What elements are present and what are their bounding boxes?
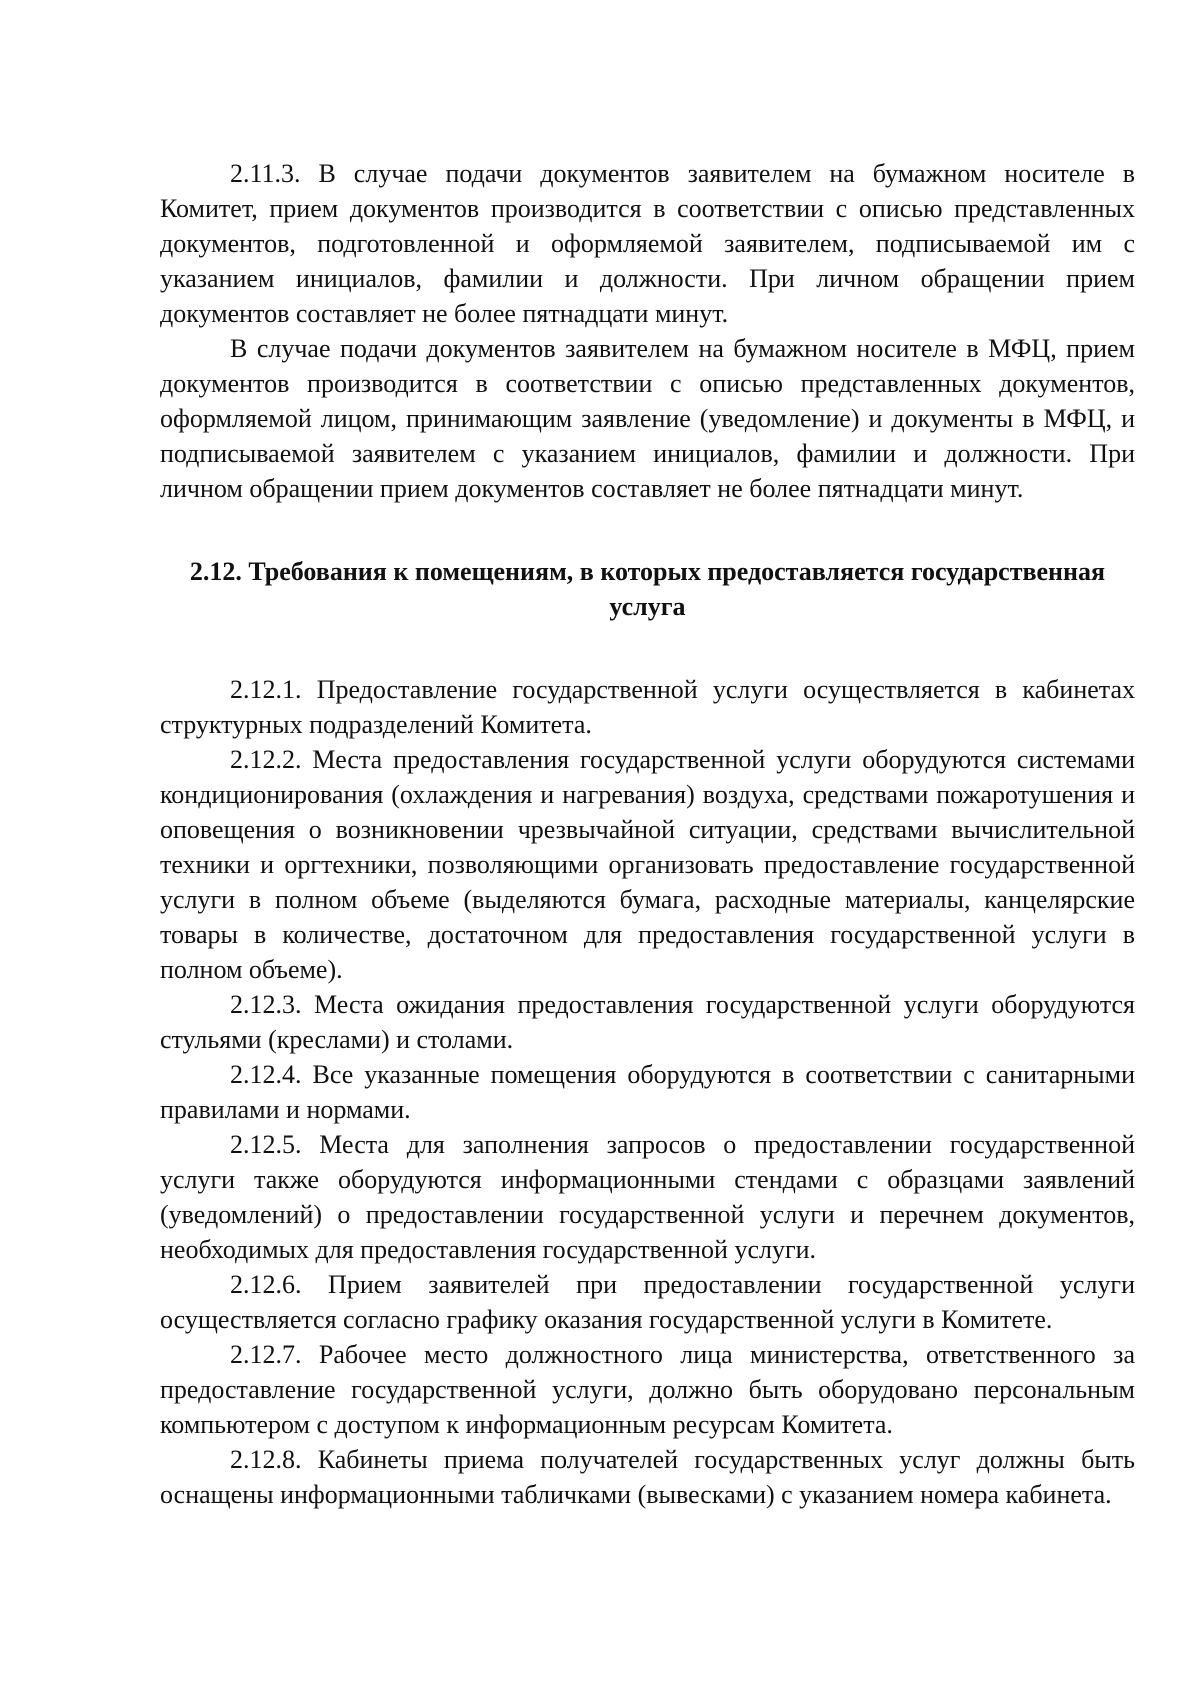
paragraph-2-12-3: 2.12.3. Места ожидания предоставления государственной услуги оборудуются стульями (креслами) и столами. xyxy=(160,990,1135,1054)
document-body xyxy=(160,156,1135,1512)
paragraph-2-12-6: 2.12.6. Прием заявителей при предоставлении государственной услуги осуществляется согласно графику оказания государственной услуги в Комитете. xyxy=(160,1270,1135,1334)
paragraph-2-12-7: 2.12.7. Рабочее место должностного лица министерства, ответственного за предоставление государственной услуги, должно быть оборудовано персональным компьютером с доступом к информационным ресурсам Комитета. xyxy=(160,1340,1135,1439)
paragraph-2-12-5: 2.12.5. Места для заполнения запросов о предоставлении государственной услуги также оборудуются информационными стендами с образцами заявлений (уведомлений) о предоставлении государственной услуги и перечнем документов, необходимых для предоставления государственной услуги. xyxy=(160,1130,1135,1264)
paragraph-2-12-4: 2.12.4. Все указанные помещения оборудуются в соответствии с санитарными правилами и нормами. xyxy=(160,1060,1135,1124)
paragraph-mfc-submission: В случае подачи документов заявителем на бумажном носителе в МФЦ, прием документов производится в соответствии с описью представленных документов, оформляемой лицом, принимающим заявление (уведомление) и документы в МФЦ, и подписываемой заявителем с указанием инициалов, фамилии и должности. При личном обращении прием документов составляет не более пятнадцати минут. xyxy=(160,334,1135,503)
paragraph-2-12-8: 2.12.8. Кабинеты приема получателей государственных услуг должны быть оснащены информационными табличками (вывесками) с указанием номера кабинета. xyxy=(160,1445,1135,1509)
paragraph-2-11-3: 2.11.3. В случае подачи документов заявителем на бумажном носителе в Комитет, прием документов производится в соответствии с описью представленных документов, подготовленной и оформляемой заявителем, подписываемой им с указанием инициалов, фамилии и должности. При личном обращении прием документов составляет не более пятнадцати минут. xyxy=(160,159,1135,328)
section-heading-2-12: 2.12. Требования к помещениям, в которых предоставляется государственная услуга xyxy=(189,557,1106,621)
paragraph-2-12-1: 2.12.1. Предоставление государственной услуги осуществляется в кабинетах структурных подразделений Комитета. xyxy=(160,675,1135,739)
paragraph-2-12-2: 2.12.2. Места предоставления государственной услуги оборудуются системами кондиционирования (охлаждения и нагревания) воздуха, средствами пожаротушения и оповещения о возникновении чрезвычайной ситуации, средствами вычислительной техники и оргтехники, позволяющими организовать предоставление государственной услуги в полном объеме (выделяются бумага, расходные материалы, канцелярские товары в количестве, достаточном для предоставления государственной услуги в полном объеме). xyxy=(160,745,1135,984)
